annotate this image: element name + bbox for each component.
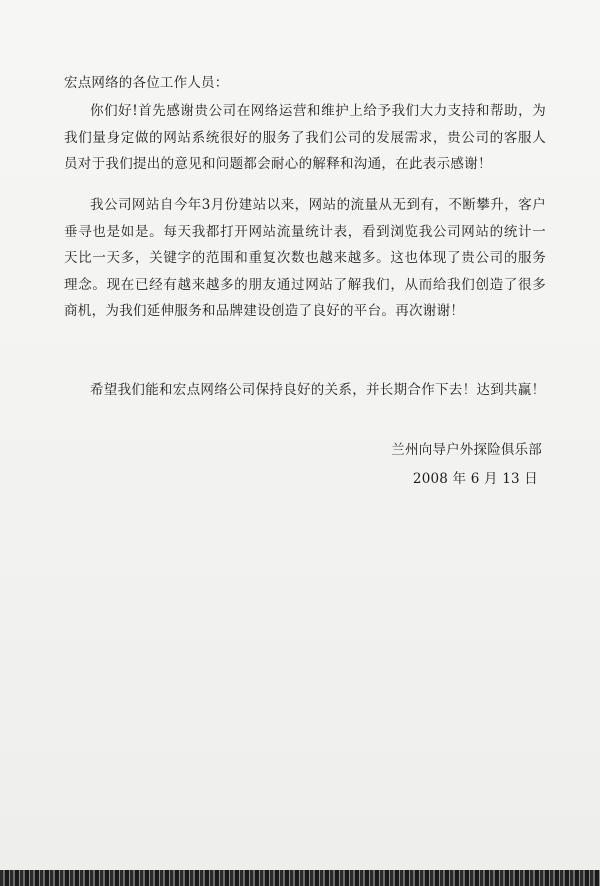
letter-signature: 兰州向导户外探险俱乐部 bbox=[391, 442, 542, 458]
letter-paragraph-1: 你们好!首先感谢贵公司在网络运营和维护上给予我们大力支持和帮助，为我们量身定做的网站系统很好的服务了我们公司的发展需求，贵公司的客服人员对于我们提出的意见和问题都会耐心的解释和沟通，在此表示感谢！ bbox=[64, 103, 546, 172]
letter-paragraph-2: 我公司网站自今年3月份建站以来，网站的流量从无到有，不断攀升，客户垂寻也是如是。每天我都打开网站流量统计表，看到浏览我公司网站的统计一天比一天多，关键字的范围和重复次数也越来越多。这也体现了贵公司的服务理念。现在已经有越来越多的朋友通过网站了解我们，从而给我们创造了很多商机，为我们延伸服务和品牌建设创造了良好的平台。再次谢谢！ bbox=[64, 197, 546, 319]
scan-bottom-edge bbox=[0, 870, 600, 886]
letter-paragraph-3: 希望我们能和宏点网络公司保持良好的关系，并长期合作下去！达到共赢！ bbox=[90, 382, 546, 398]
letter-date: 2008 年 6 月 13 日 bbox=[412, 471, 538, 487]
letter-salutation: 宏点网络的各位工作人员： bbox=[64, 75, 229, 91]
